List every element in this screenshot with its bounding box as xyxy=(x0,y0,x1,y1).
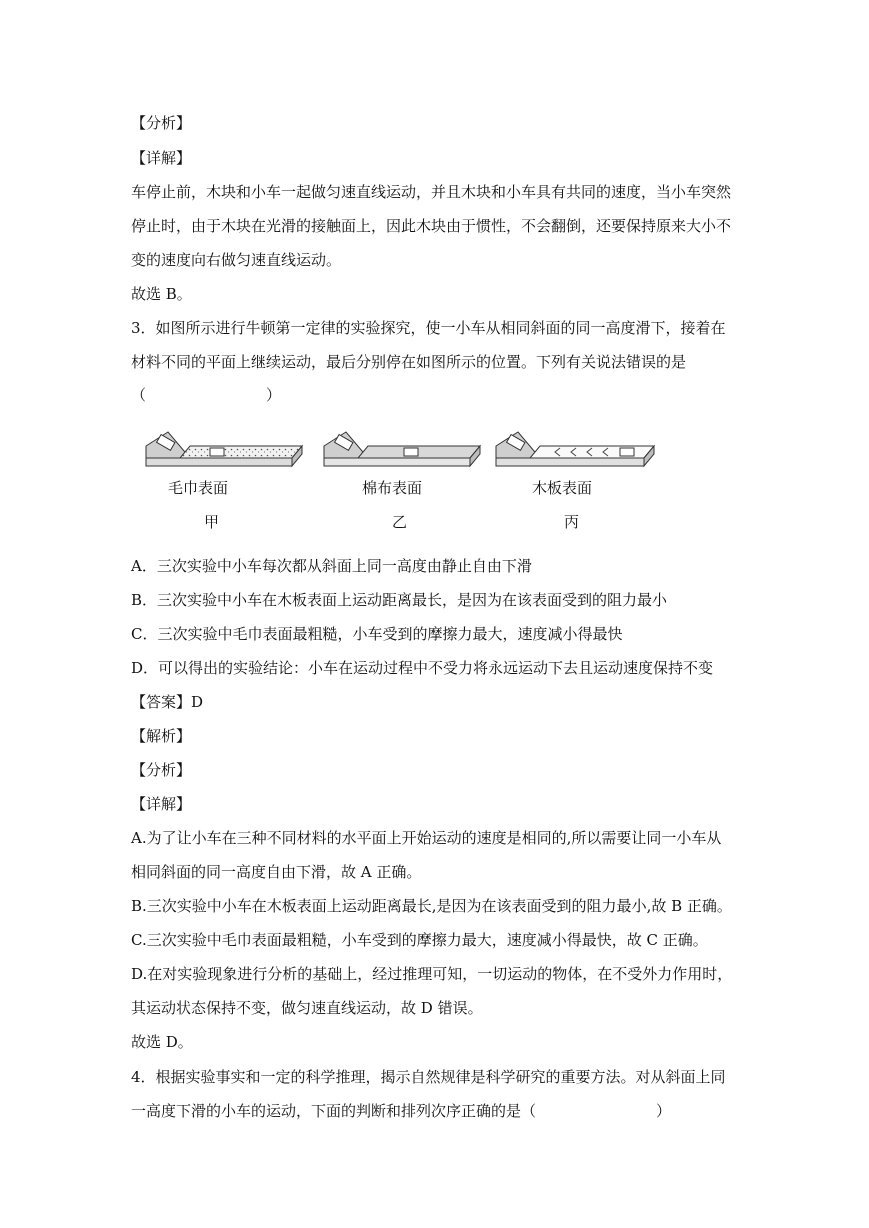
cart-stopped xyxy=(620,448,634,456)
text-line: 车停止前，木块和小车一起做匀速直线运动，并且木块和小车具有共同的速度，当小车突然 xyxy=(131,183,732,201)
text-line: D.在对实验现象进行分析的基础上，经过推理可知，一切运动的物体，在不受外力作用时， xyxy=(131,965,733,983)
wood-surface-label: 木板表面 xyxy=(532,479,593,497)
question-4-text: 4．根据实验事实和一定的科学推理，揭示自然规律是科学研究的重要方法。对从斜面上同 xyxy=(131,1068,726,1086)
heading-analysis: 【分析】 xyxy=(131,114,192,132)
towel-panel xyxy=(146,432,302,466)
question-3-bracket: （ ） xyxy=(131,386,282,404)
question-3-text: 3．如图所示进行牛顿第一定律的实验探究，使一小车从相同斜面的同一高度滑下，接着在 xyxy=(131,319,726,337)
option-c: C．三次实验中毛巾表面最粗糙，小车受到的摩擦力最大，速度减小得最快 xyxy=(131,625,623,643)
option-a: A．三次实验中小车每次都从斜面上同一高度由静止自由下滑 xyxy=(131,557,532,575)
text-line: B.三次实验中小车在木板表面上运动距离最长,是因为在该表面受到的阻力最小,故 B 正确。 xyxy=(131,897,732,915)
text-line: 其运动状态保持不变，做匀速直线运动，故 D 错误。 xyxy=(131,999,483,1017)
text-line: C.三次实验中毛巾表面最粗糙，小车受到的摩擦力最大，速度减小得最快，故 C 正确。 xyxy=(131,931,708,949)
answer-choice: 故选 B。 xyxy=(131,285,192,303)
question-4-text: 一高度下滑的小车的运动，下面的判断和排列次序正确的是（ ） xyxy=(131,1102,672,1120)
option-b: B．三次实验中小车在木板表面上运动距离最长，是因为在该表面受到的阻力最小 xyxy=(131,591,668,609)
heading-detail: 【详解】 xyxy=(131,795,192,813)
panel-tag-bing: 丙 xyxy=(564,513,580,531)
wood-panel xyxy=(496,432,654,466)
cotton-surface-label: 棉布表面 xyxy=(362,479,423,497)
cart-stopped xyxy=(210,448,224,456)
heading-detail: 【详解】 xyxy=(131,149,192,167)
experiment-figure xyxy=(140,424,660,536)
panel-tag-yi: 乙 xyxy=(392,513,408,531)
heading-analysis: 【分析】 xyxy=(131,761,192,779)
answer-heading: 【答案】D xyxy=(131,693,204,711)
text-line: 停止时，由于木块在光滑的接触面上，因此木块由于惯性，不会翻倒，还要保持原来大小不 xyxy=(131,217,732,235)
text-line: 相同斜面的同一高度自由下滑，故 A 正确。 xyxy=(131,863,422,881)
cart-stopped xyxy=(404,448,418,456)
answer-choice: 故选 D。 xyxy=(131,1033,193,1051)
cotton-panel xyxy=(324,432,480,466)
option-d: D．可以得出的实验结论：小车在运动过程中不受力将永远运动下去且运动速度保持不变 xyxy=(131,659,714,677)
towel-surface-label: 毛巾表面 xyxy=(168,479,229,497)
panel-tag-jia: 甲 xyxy=(204,513,220,531)
question-3-text: 材料不同的平面上继续运动，最后分别停在如图所示的位置。下列有关说法错误的是 xyxy=(131,353,687,371)
text-line: A.为了让小车在三种不同材料的水平面上开始运动的速度是相同的,所以需要让同一小车从 xyxy=(131,829,722,847)
explanation-heading: 【解析】 xyxy=(131,727,192,745)
text-line: 变的速度向右做匀速直线运动。 xyxy=(131,251,342,269)
